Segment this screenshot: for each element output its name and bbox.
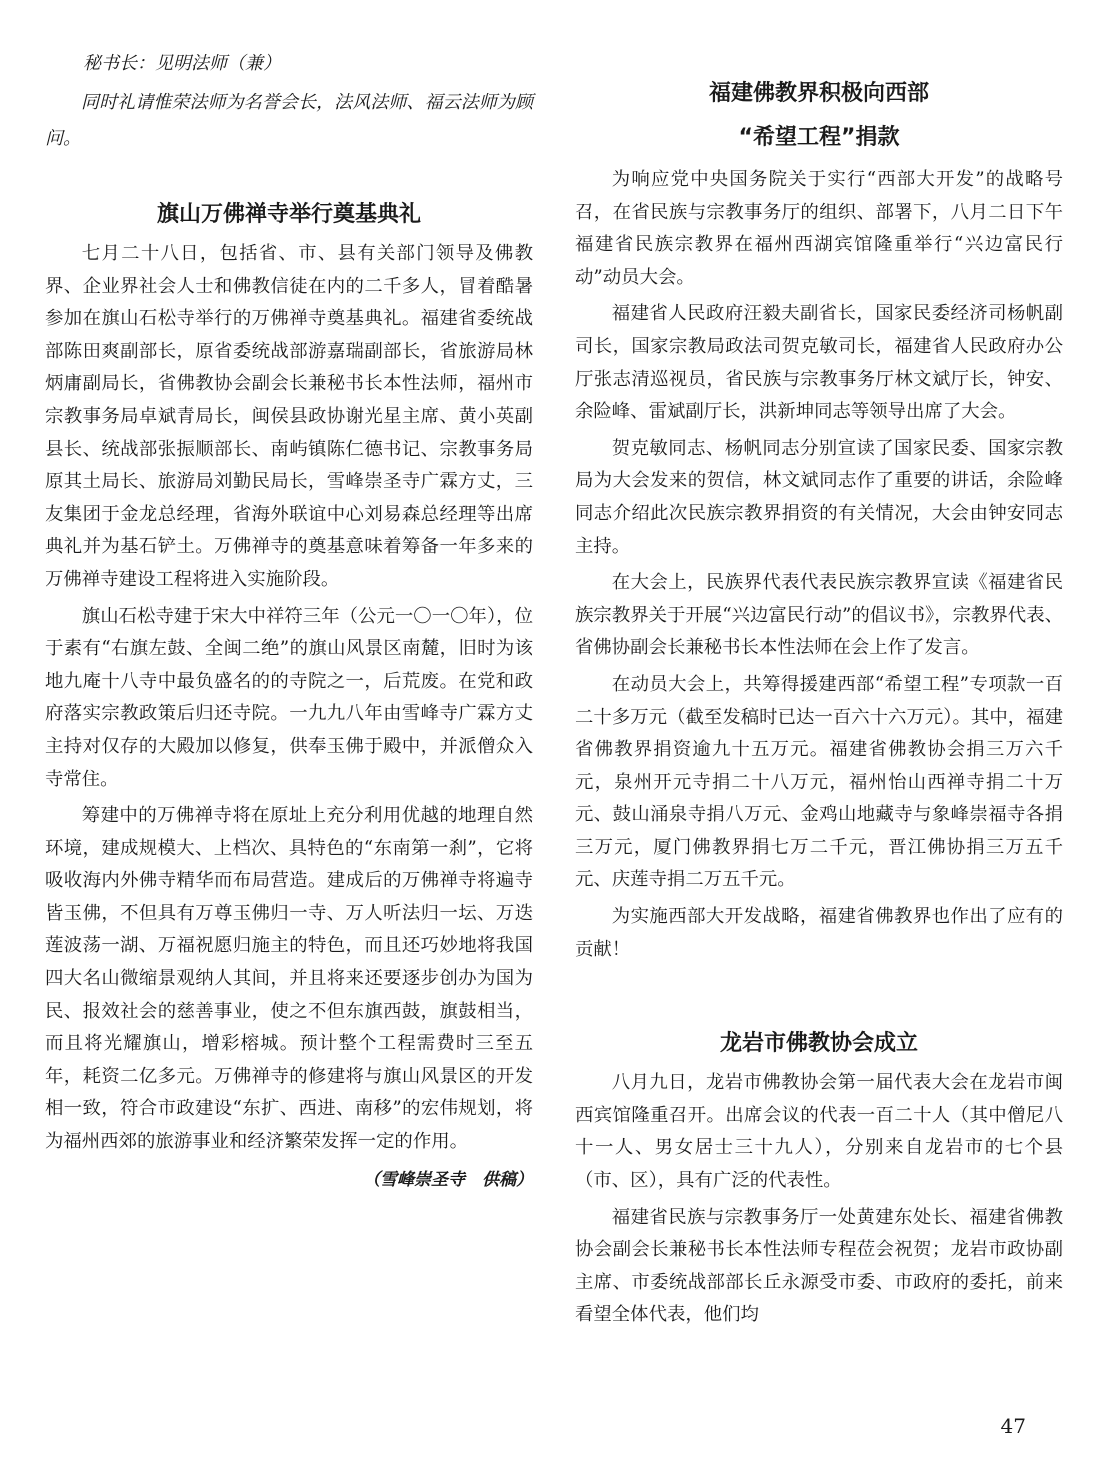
left-column	[45, 0, 533, 1190]
article-paragraph: 为实施西部大开发战略，福建省佛教界也作出了应有的贡献！	[575, 906, 1063, 960]
article-paragraph: 在大会上，民族界代表代表民族宗教界宣读《福建省民族宗教界关于开展“兴边富民行动”的倡议书》，宗教界代表、省佛协副会长兼秘书长本性法师在会上作了发言。	[575, 572, 1063, 659]
article-title-longyan: 龙岩市佛教协会成立	[719, 1031, 918, 1057]
article-title-qishan: 旗山万佛禅寺举行奠基典礼	[156, 202, 421, 227]
article-paragraph: 贺克敏同志、杨帆同志分别宣读了国家民委、国家宗教局为大会发来的贺信，林文斌同志作了重要的讲话，余险峰同志介绍此次民族宗教界捐资的有关情况，大会由钟安同志主持。	[575, 437, 1063, 557]
article-paragraph: 福建省人民政府汪毅夫副省长，国家民委经济司杨帆副司长，国家宗教局政法司贺克敏司长，福建省人民政府办公厅张志清巡视员，省民族与宗教事务厅林文斌厅长，钟安、余险峰、雷斌副厅长，洪新坤同志等领导出席了大会。	[575, 303, 1063, 423]
intro-honorary-line: 同时礼请惟荣法师为名誉会长，法风法师、福云法师为顾问。	[45, 92, 533, 149]
article-title-line2: “希望工程”捐款	[738, 125, 900, 150]
article-paragraph: 旗山石松寺建于宋大中祥符三年（公元一〇一〇年），位于素有“右旗左鼓、全闽二绝”的旗山风景区南麓，旧时为该地九庵十八寺中最负盛名的的寺院之一，后荒废。在党和政府落实宗教政策后归还寺院。一九九八年由雪峰寺广霖方丈主持对仅存的大殿加以修复，供奉玉佛于殿中，并派僧众入寺常住。	[45, 605, 533, 790]
article-credit: （雪峰崇圣寺 供稿）	[363, 1169, 533, 1190]
right-column	[575, 0, 1063, 1332]
intro-secretary-line: 秘书长：见明法师（兼）	[83, 53, 281, 74]
article-paragraph: 八月九日，龙岩市佛教协会第一届代表大会在龙岩市闽西宾馆隆重召开。出席会议的代表一百二十人（其中僧尼八十一人、男女居士三十九人），分别来自龙岩市的七个县（市、区），具有广泛的代表性。	[575, 1072, 1063, 1192]
article-paragraph: 福建省民族与宗教事务厅一处黄建东处长、福建省佛教协会副会长兼秘书长本性法师专程莅会祝贺；龙岩市政协副主席、市委统战部部长丘永源受市委、市政府的委托，前来看望全体代表，他们均	[575, 1206, 1063, 1326]
article-paragraph: 筹建中的万佛禅寺将在原址上充分利用优越的地理自然环境，建成规模大、上档次、具特色的“东南第一刹”，它将吸收海内外佛寺精华而布局营造。建成后的万佛禅寺将遍寺皆玉佛，不但具有万尊玉佛归一寺、万人听法归一坛、万迭莲波荡一湖、万福祝愿归施主的特色，而且还巧妙地将我国四大名山微缩景观纳人其间，并且将来还要逐步创办为国为民、报效社会的慈善事业，使之不但东旗西鼓，旗鼓相当，而且将光耀旗山，增彩榕城。预计整个工程需费时三至五年，耗资二亿多元。万佛禅寺的修建将与旗山风景区的开发相一致，符合市政建设“东扩、西进、南移”的宏伟规划，将为福州西郊的旅游事业和经济繁荣发挥一定的作用。	[45, 805, 533, 1153]
article-paragraph: 为响应党中央国务院关于实行“西部大开发”的战略号召，在省民族与宗教事务厅的组织、部署下，八月二日下午福建省民族宗教界在福州西湖宾馆隆重举行“兴边富民行动”动员大会。	[575, 169, 1063, 288]
article-paragraph: 七月二十八日，包括省、市、县有关部门领导及佛教界、企业界社会人士和佛教信徒在内的二千多人，冒着酷暑参加在旗山石松寺举行的万佛禅寺奠基典礼。福建省委统战部陈田爽副部长，原省委统战部游嘉瑞副部长，省旅游局林炳庸副局长，省佛教协会副会长兼秘书长本性法师，福州市宗教事务局卓斌青局长，闽侯县政协谢光星主席、黄小英副县长、统战部张振顺部长、南屿镇陈仁德书记、宗教事务局原其土局长、旅游局刘勤民局长，雪峰崇圣寺广霖方丈，三友集团于金龙总经理，省海外联谊中心刘易森总经理等出席典礼并为基石铲土。万佛禅寺的奠基意味着筹备一年多来的万佛禅寺建设工程将进入实施阶段。	[45, 243, 533, 590]
article-paragraph: 在动员大会上，共筹得援建西部“希望工程”专项款一百二十多万元（截至发稿时已达一百六十六万元）。其中，福建省佛教界捐资逾九十五万元。福建省佛教协会捐三万六千元，泉州开元寺捐二十八万元，福州怡山西禅寺捐二十万元、鼓山涌泉寺捐八万元、金鸡山地藏寺与象峰崇福寺各捐三万元，厦门佛教界捐七万二千元，晋江佛协捐三万五千元、庆莲寺捐二万五千元。	[575, 673, 1063, 891]
article-title-line1: 福建佛教界积极向西部	[708, 81, 929, 106]
page-number: 47	[1000, 1414, 1026, 1438]
